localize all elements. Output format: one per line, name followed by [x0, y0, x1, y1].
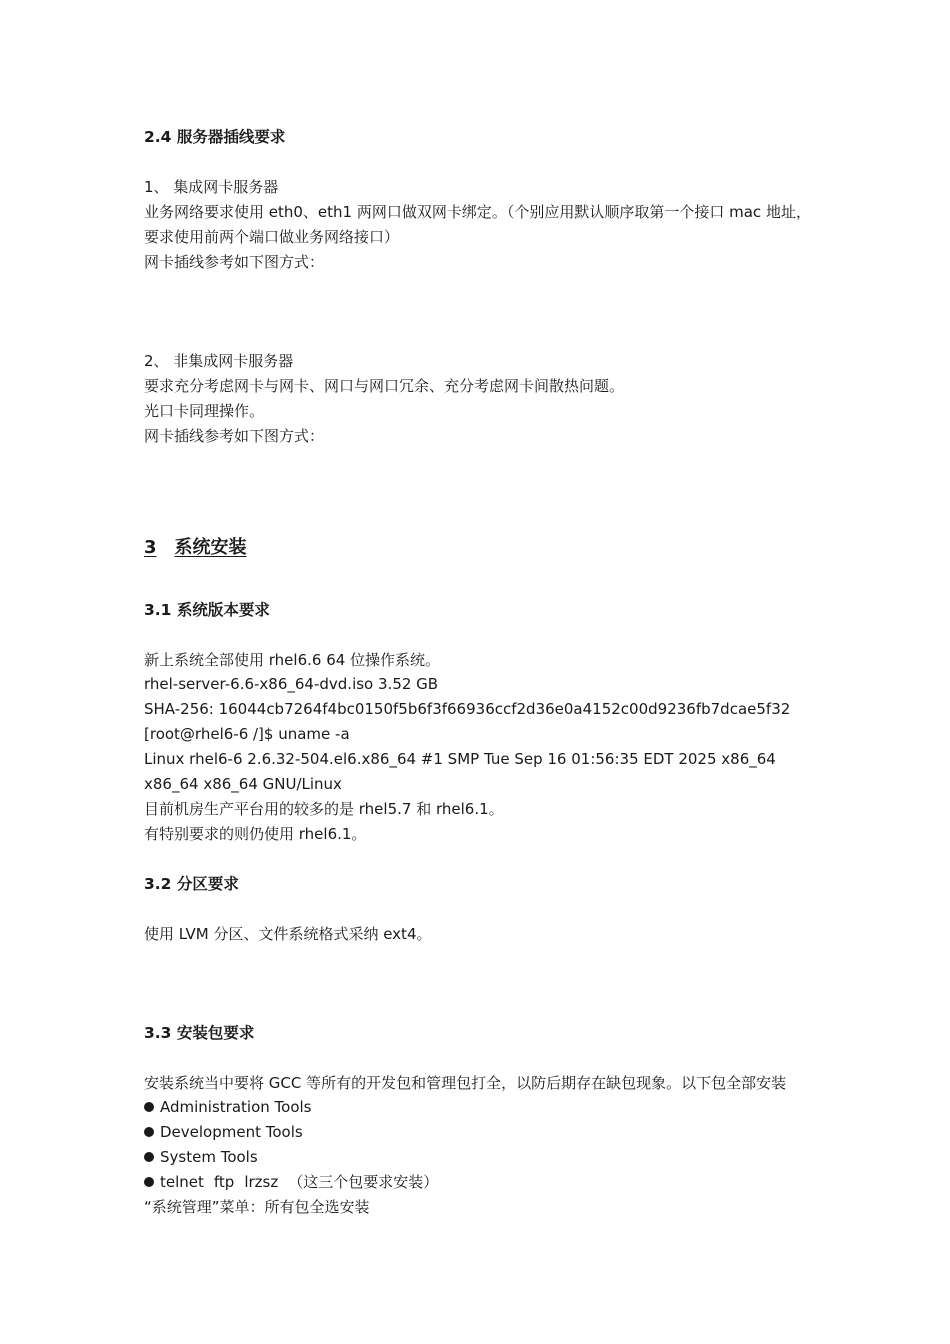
section-3-heading [144, 536, 247, 560]
section-3-3-intro: 安装系统当中要将 GCC 等所有的开发包和管理包打全，以防后期存在缺包现象。以下包全部安装 [144, 1074, 787, 1092]
item-2-line-1: 要求充分考虑网卡与网卡、网口与网口冗余、充分考虑网卡间散热问题。 [144, 377, 625, 395]
list-item: System Tools [144, 1147, 258, 1167]
section-2-4-title: 2.4 服务器插线要求 [144, 128, 286, 146]
item-2-line-2: 光口卡同理操作。 [144, 402, 265, 420]
bullet-icon [144, 1152, 154, 1162]
bullet-icon [144, 1127, 154, 1137]
section-3-2-text: 使用 LVM 分区、文件系统格式采纳 ext4。 [144, 925, 432, 943]
section-3-3-footer: “系统管理”菜单：所有包全选安装 [144, 1198, 370, 1216]
section-3-2-title: 3.2 分区要求 [144, 875, 239, 893]
section-3-number: 3 [144, 537, 157, 558]
list-item [144, 1172, 438, 1192]
list-item: Administration Tools [144, 1097, 311, 1117]
item-1-heading: 1、 集成网卡服务器 [144, 178, 279, 196]
item-2-heading: 2、 非集成网卡服务器 [144, 352, 294, 370]
bullet-icon [144, 1102, 154, 1112]
item-1-line-2: 要求使用前两个端口做业务网络接口） [144, 228, 400, 246]
item-2-line-3: 网卡插线参考如下图方式： [144, 427, 325, 445]
package-lrzsz: lrzsz [244, 1173, 279, 1191]
section-3-title: 系统安装 [174, 537, 247, 558]
section-3-1-line-2: rhel-server-6.6-x86_64-dvd.iso 3.52 GB [144, 675, 439, 693]
section-3-1-line-4: [root@rhel6-6 /]$ uname -a [144, 725, 350, 743]
section-3-1-line-8: 有特别要求的则仍使用 rhel6.1。 [144, 825, 367, 843]
package-ftp: ftp [213, 1173, 235, 1191]
section-3-1-line-7: 目前机房生产平台用的较多的是 rhel5.7 和 rhel6.1。 [144, 800, 504, 818]
item-1-line-3: 网卡插线参考如下图方式： [144, 253, 325, 271]
section-3-1-line-3: SHA-256: 16044cb7264f4bc0150f5b6f3f66936ccf2d36e0a4152c00d9236fb7dcae5f32 [144, 700, 791, 718]
package-telnet: telnet [160, 1173, 204, 1191]
section-3-1-title: 3.1 系统版本要求 [144, 601, 270, 619]
section-3-1-line-5: Linux rhel6-6 2.6.32-504.el6.x86_64 #1 SMP Tue Sep 16 01:56:35 EDT 2025 x86_64 [144, 750, 776, 768]
bullet-icon [144, 1177, 154, 1187]
section-3-1-line-1: 新上系统全部使用 rhel6.6 64 位操作系统。 [144, 651, 441, 669]
item-1-line-1: 业务网络要求使用 eth0、eth1 两网口做双网卡绑定。（个别应用默认顺序取第一个接口 mac 地址， [144, 203, 811, 221]
list-item: Development Tools [144, 1122, 303, 1142]
package-note: （这三个包要求安装） [288, 1173, 439, 1191]
section-3-3-title: 3.3 安装包要求 [144, 1024, 255, 1042]
section-3-1-line-6: x86_64 x86_64 GNU/Linux [144, 775, 342, 793]
